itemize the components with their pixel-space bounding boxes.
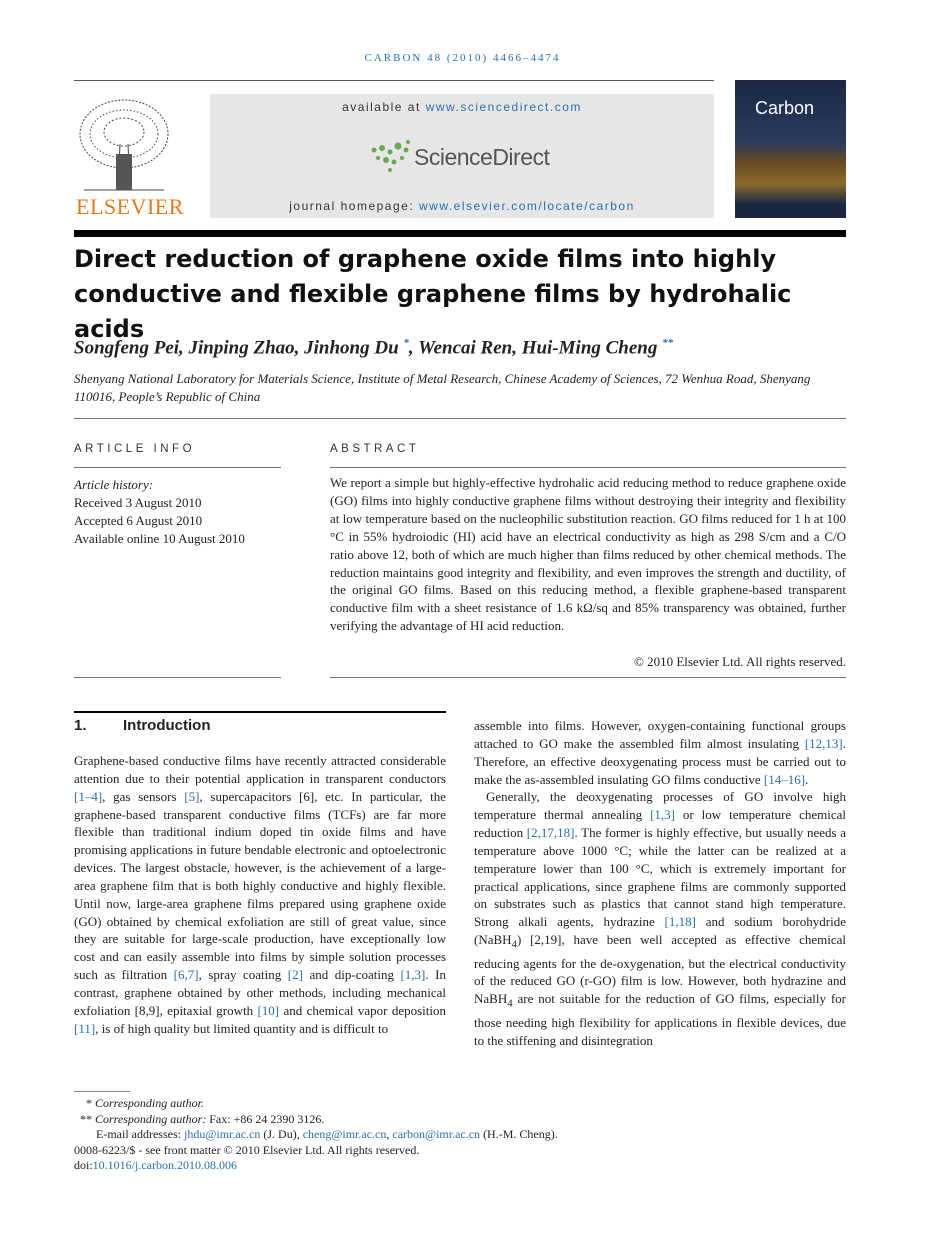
- email-link-du[interactable]: jhdu@imr.ac.cn: [183, 1127, 261, 1141]
- corresponding-mark-1[interactable]: *: [403, 337, 409, 349]
- history-label: Article history:: [74, 477, 154, 492]
- corresponding-mark-2[interactable]: **: [662, 337, 674, 349]
- footnote-emails: E-mail addresses: jhdu@imr.ac.cn (J. Du), cheng@imr.ac.cn, carbon@imr.ac.cn (H.-M. Cheng).: [96, 1127, 558, 1141]
- author-list: Songfeng Pei, Jinping Zhao, Jinhong Du *, Wencai Ren, Hui-Ming Cheng **: [74, 337, 674, 359]
- ref-link[interactable]: [5]: [184, 788, 200, 804]
- abstract-heading: ABSTRACT: [330, 443, 420, 455]
- online-date: Available online 10 August 2010: [74, 531, 245, 546]
- elsevier-logo: [74, 94, 210, 218]
- abstract-rule: [330, 467, 846, 468]
- ref-link[interactable]: [1,3]: [650, 807, 675, 823]
- ref-link[interactable]: [11]: [74, 1020, 96, 1036]
- footnotes: [74, 1096, 846, 1174]
- sciencedirect-link[interactable]: www.sciencedirect.com: [425, 100, 582, 114]
- issn-line: 0008-6223/$ - see front matter © 2010 Elsevier Ltd. All rights reserved.: [74, 1142, 420, 1157]
- footnote-corresponding-2: ** Corresponding author: Fax: +86 24 2390 3126.: [80, 1111, 325, 1126]
- intro-left-column: [74, 752, 446, 1038]
- sciencedirect-dots-icon: [368, 140, 414, 176]
- intro-paragraph-1: Graphene-based conductive films have recently attracted considerable attention due to their potential application in transparent conductors [1–4], gas sensors [5], supercapacitors [6], etc. In particular, the graphene-based transparent conductive films (TCFs) are far more flexible than traditional indium doped tin oxide films and have promising applications in future bendable electronic and optoelectronic devices. The largest obstacle, however, is the achievement of a large-area graphene film that is both highly conductive and highly flexible. Until now, large-area graphene films prepared using graphene oxide (GO) obtained by chemical exfoliation are still of great value, since they are suitable for large-scale production, have exceptionally low cost and can easily assemble into films by simple solution processes such as filtration [6,7], spray coating [2] and dip-coating [1,3]. In contrast, graphene obtained by other methods, including mechanical exfoliation [8,9], epitaxial growth [10] and chemical vapor deposition [11], is of high quality but limited quantity and is difficult to: [74, 753, 447, 1036]
- email-link-carbon[interactable]: carbon@imr.ac.cn: [392, 1127, 481, 1141]
- ref-link[interactable]: [1–4]: [74, 788, 103, 804]
- journal-cover-title: Carbon: [755, 98, 815, 118]
- ref-link[interactable]: [1,18]: [664, 914, 696, 930]
- article-info-rule: [74, 467, 281, 468]
- affiliation-rule: [74, 418, 846, 419]
- ref-link[interactable]: [14–16]: [763, 771, 806, 787]
- article-history: [74, 476, 284, 548]
- footnote-rule: [74, 1091, 130, 1092]
- doi-link[interactable]: 10.1016/j.carbon.2010.08.006: [92, 1158, 237, 1172]
- journal-homepage-link[interactable]: www.elsevier.com/locate/carbon: [419, 199, 635, 213]
- accepted-date: Accepted 6 August 2010: [74, 513, 203, 528]
- ref-link[interactable]: [10]: [257, 1002, 280, 1018]
- ref-link[interactable]: [6,7]: [173, 967, 199, 983]
- running-head: CARBON 48 (2010) 4466–4474: [364, 52, 561, 64]
- publisher-name: ELSEVIER: [76, 194, 184, 219]
- sciencedirect-wordmark: ScienceDirect: [414, 144, 550, 170]
- email-link-cheng[interactable]: cheng@imr.ac.cn: [302, 1127, 387, 1141]
- ref-link[interactable]: [2]: [287, 967, 303, 983]
- ref-link[interactable]: [12,13]: [804, 735, 843, 751]
- doi-line: doi:10.1016/j.carbon.2010.08.006: [74, 1158, 237, 1172]
- intro-paragraph-1-cont: assemble into films. However, oxygen-containing functional groups attached to GO make the assembled film almost insulating [12,13]. Therefore, an effective deoxygenating process must be carried out to make the as-assembled insulating GO films conductive [14–16].: [474, 718, 846, 787]
- abstract-copyright: © 2010 Elsevier Ltd. All rights reserved.: [633, 654, 846, 669]
- abstract-bottom-rule: [330, 677, 846, 678]
- ref-link[interactable]: [1,3]: [400, 967, 426, 983]
- footnote-corresponding-1: * Corresponding author.: [86, 1096, 204, 1110]
- intro-rule: [74, 711, 446, 713]
- header-top-rule: [74, 80, 714, 81]
- intro-paragraph-2: Generally, the deoxygenating processes of GO involve high temperature thermal annealing [1,3] or low temperature chemical reduction [2,17,18]. The former is highly effective, but usually needs a temperature above 1000 °C; while the latter can be realized at a temperature lower than 100 °C, which is extremely important for practical applications, since graphene films are commonly supported on substrates such as plastics that cannot stand high temperature. Strong alkali agents, hydrazine [1,18] and sodium borohydride (NaBH$_4$) [2,19], have been well accepted as effective chemical reducing agents for the de-oxygenation, but the electrical conductivity of the reduced GO (r-GO) film is low. However, both hydrazine and NaBH$_4$ are not suitable for the reduction of GO films, especially for those needing high flexibility for applications in flexible devices, due to the stiffening and disintegration: [474, 789, 846, 1048]
- intro-right-column: [474, 717, 846, 1049]
- affiliation: Shenyang National Laboratory for Materials Science, Institute of Metal Research, Chinese Academy of Sciences, 72 Wenhua Road, Shenyang 110016, People’s Republic of China: [74, 371, 811, 404]
- article-title: Direct reduction of graphene oxide films into highly conductive and flexible graphene films by hydrohalic acids: [74, 245, 792, 343]
- title-rule: [74, 230, 846, 237]
- ref-link[interactable]: [2,17,18]: [526, 825, 575, 841]
- sciencedirect-logo: [368, 138, 568, 178]
- section-heading-introduction: 1. Introduction: [74, 717, 211, 734]
- journal-homepage: journal homepage: www.elsevier.com/locate/carbon: [289, 199, 635, 213]
- article-info-bottom-rule: [74, 677, 281, 678]
- abstract-text: We report a simple but highly-effective hydrohalic acid reducing method to reduce graphene oxide (GO) films into highly conductive graphene films without destroying their integrity and flexibility at low temperature based on the nucleophilic substitution reaction. GO films reduced for 1 h at 100 °C in 55% hydroiodic (HI) acid have an electrical conductivity as high as 298 S/cm and a C/O ratio above 12, both of which are much higher than films reduced by other chemical methods. The reduction maintains good integrity and flexibility, and even improves the strength and ductility, of the original GO films. Based on this reducing method, a flexible graphene-based transparent conductive film with a sheet resistance of 1.6 kΩ/sq and 85% transparency was obtained, further verifying the advantage of HI acid reduction.: [330, 475, 846, 634]
- received-date: Received 3 August 2010: [74, 495, 202, 510]
- available-at: available at www.sciencedirect.com: [342, 100, 582, 114]
- article-info-heading: ARTICLE INFO: [74, 443, 196, 455]
